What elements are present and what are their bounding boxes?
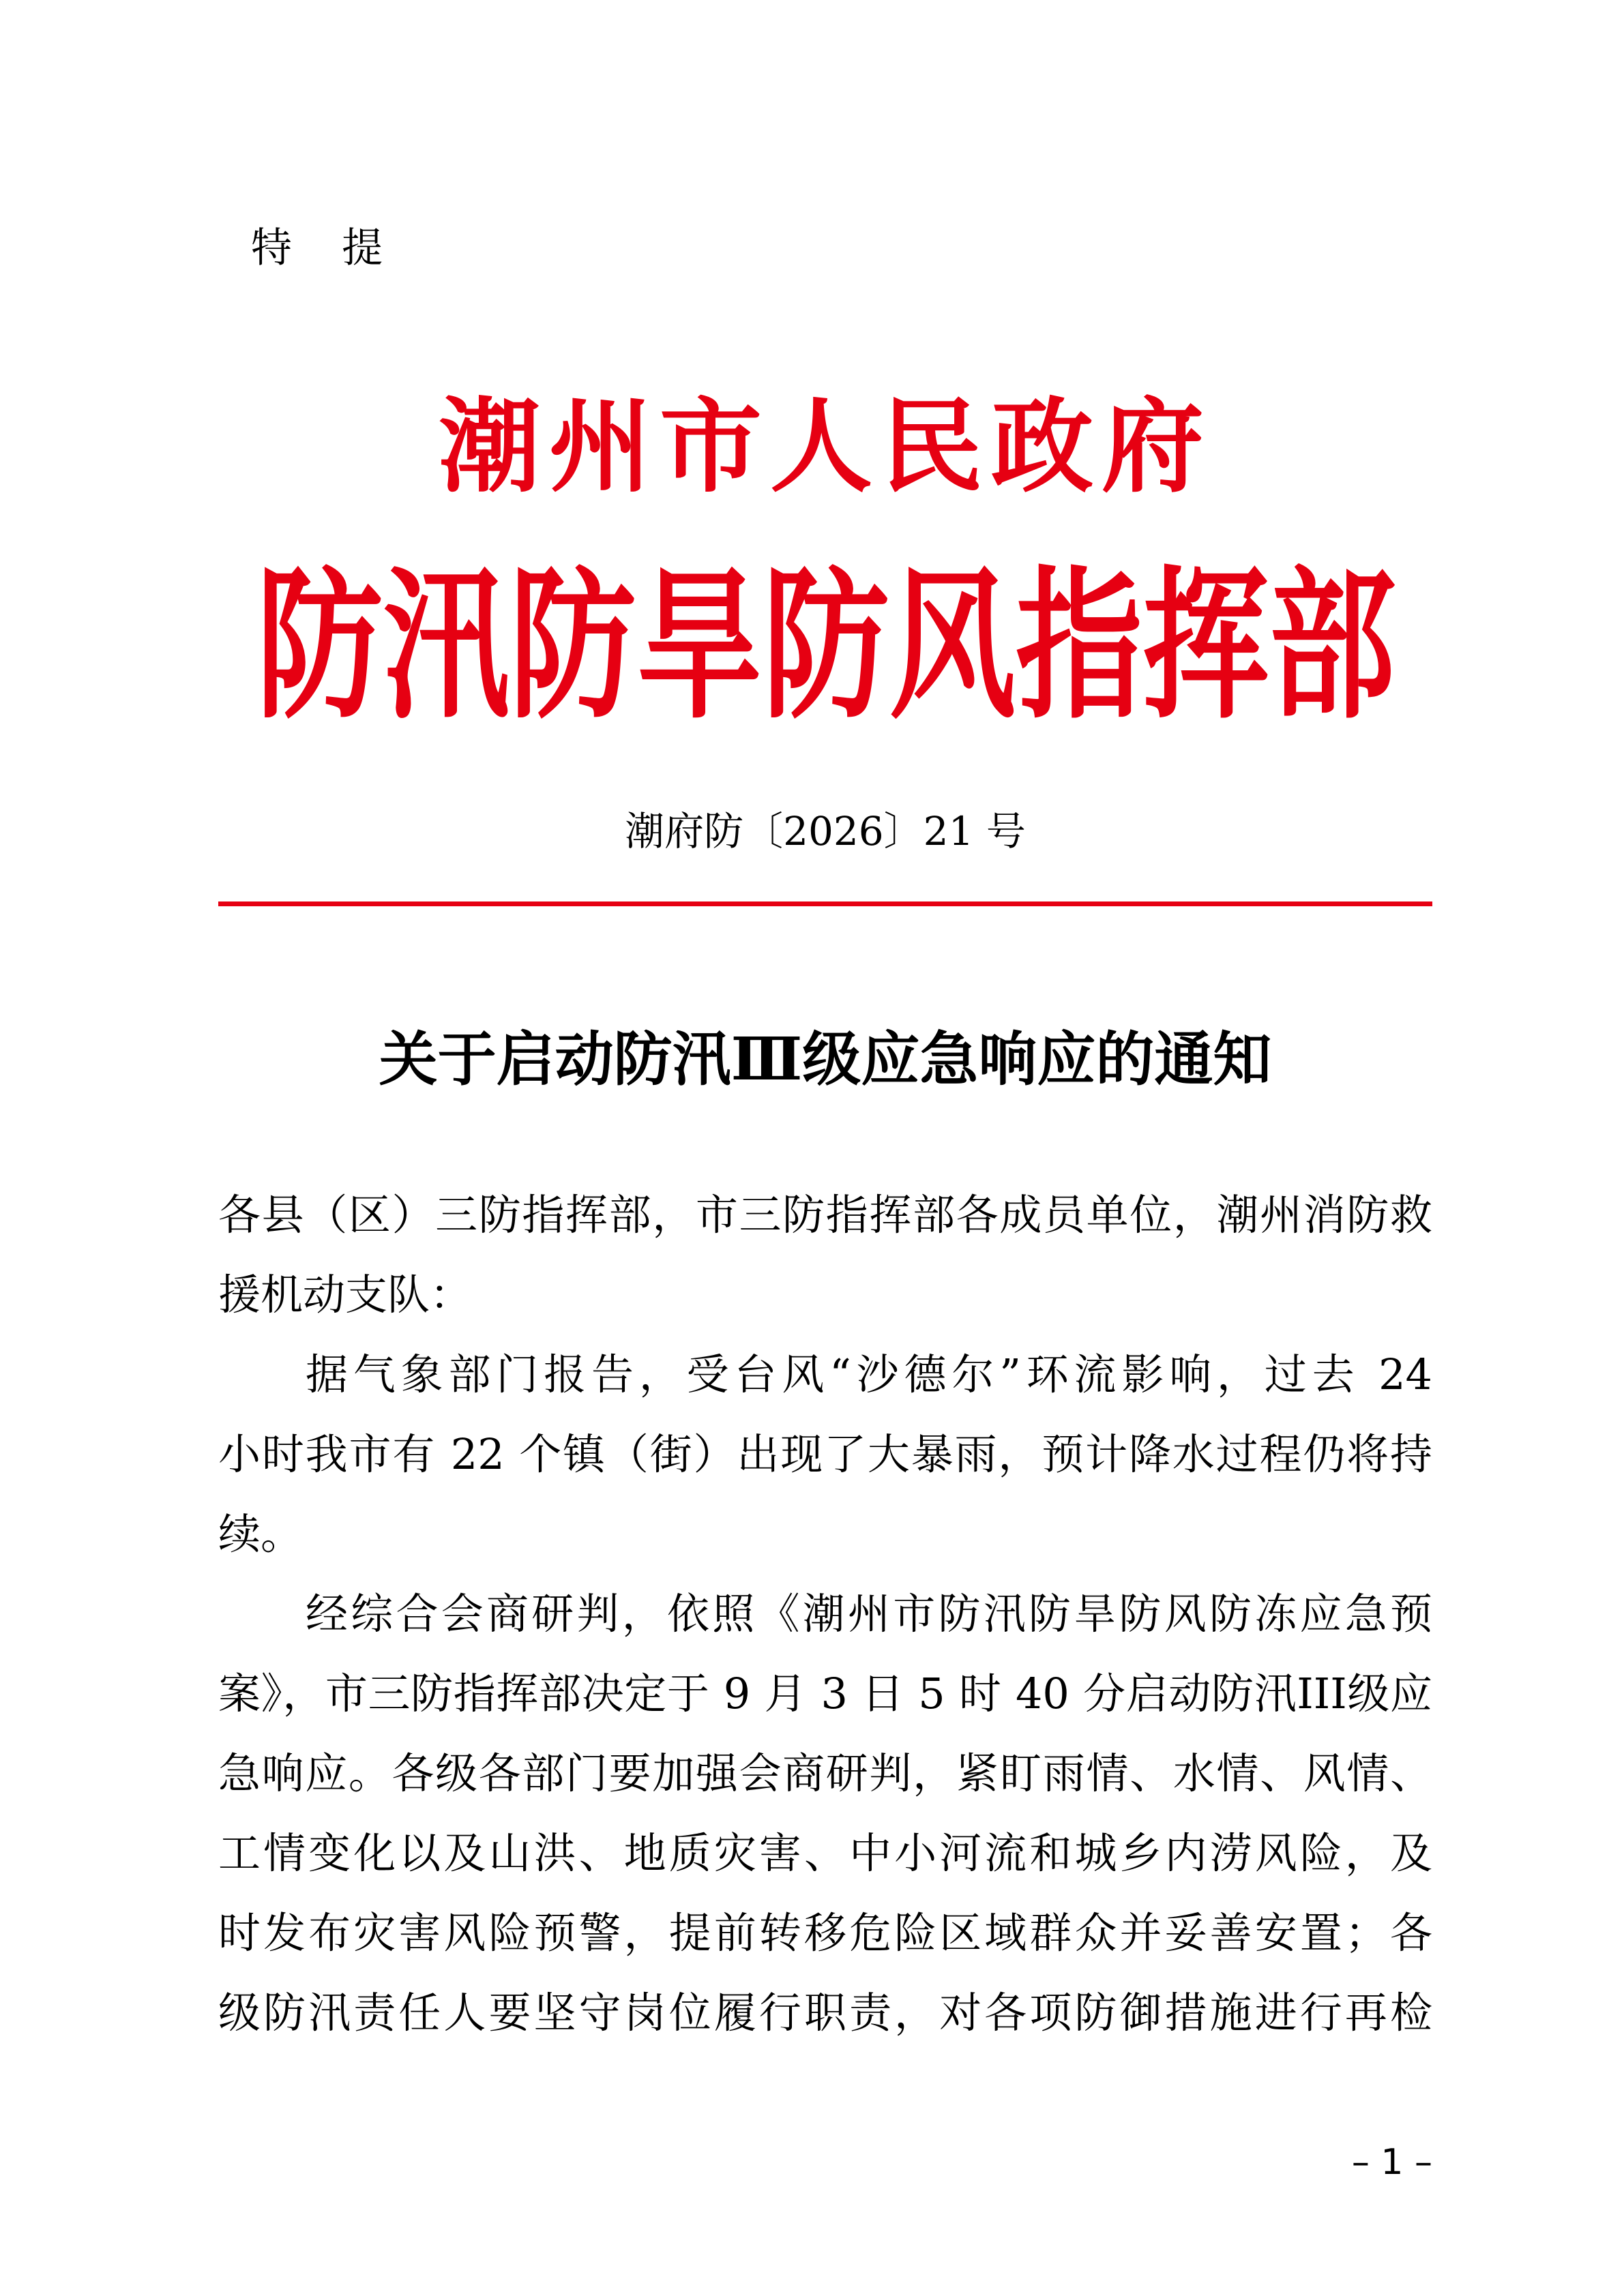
issuer-name-headquarters: [0, 552, 1624, 741]
paragraph-line: 续。: [218, 1509, 304, 1559]
paragraph-line: 据气象部门报告，受台风“沙德尔”环流影响，过去 24: [306, 1350, 1432, 1399]
paragraph-line: 时发布灾害风险预警，提前转移危险区域群众并妥善安置；各: [218, 1908, 1432, 1958]
salutation: [218, 1175, 1432, 1335]
paragraph-line: 工情变化以及山洪、地质灾害、中小河流和城乡内涝风险，及: [218, 1828, 1432, 1878]
paragraph-line: 级防汛责任人要坚守岗位履行职责，对各项防御措施进行再检: [218, 1988, 1432, 2038]
document-body: [218, 1175, 1432, 2053]
body-paragraph: [218, 1335, 1432, 1574]
paragraph-line: 案》，市三防指挥部决定于 9 月 3 日 5 时 40 分启动防汛III级应: [218, 1669, 1432, 1718]
document-title: 关于启动防汛Ⅲ级应急响应的通知: [379, 1025, 1272, 1094]
paragraph-line: 急响应。各级各部门要加强会商研判，紧盯雨情、水情、风情、: [218, 1748, 1432, 1798]
issuer-name-headquarters-text: 防汛防旱防风指挥部: [256, 552, 1396, 741]
salutation-line: 援机动支队：: [218, 1270, 473, 1320]
paragraph-line: 小时我市有 22 个镇（街）出现了大暴雨，预计降水过程仍将持: [218, 1429, 1432, 1479]
body-paragraph: [218, 1574, 1432, 2053]
salutation-line: 各县（区）三防指挥部，市三防指挥部各成员单位，潮州消防救: [218, 1190, 1432, 1240]
issuer-name-government: 潮州市人民政府: [438, 387, 1212, 507]
red-separator-line: [218, 901, 1432, 906]
urgency-mark: 特 提: [251, 224, 402, 272]
paragraph-line: 经综合会商研判，依照《潮州市防汛防旱防风防冻应急预: [306, 1589, 1432, 1639]
document-number: 潮府防〔2026〕21 号: [625, 808, 1026, 854]
page-number: – 1 –: [1351, 2142, 1432, 2183]
